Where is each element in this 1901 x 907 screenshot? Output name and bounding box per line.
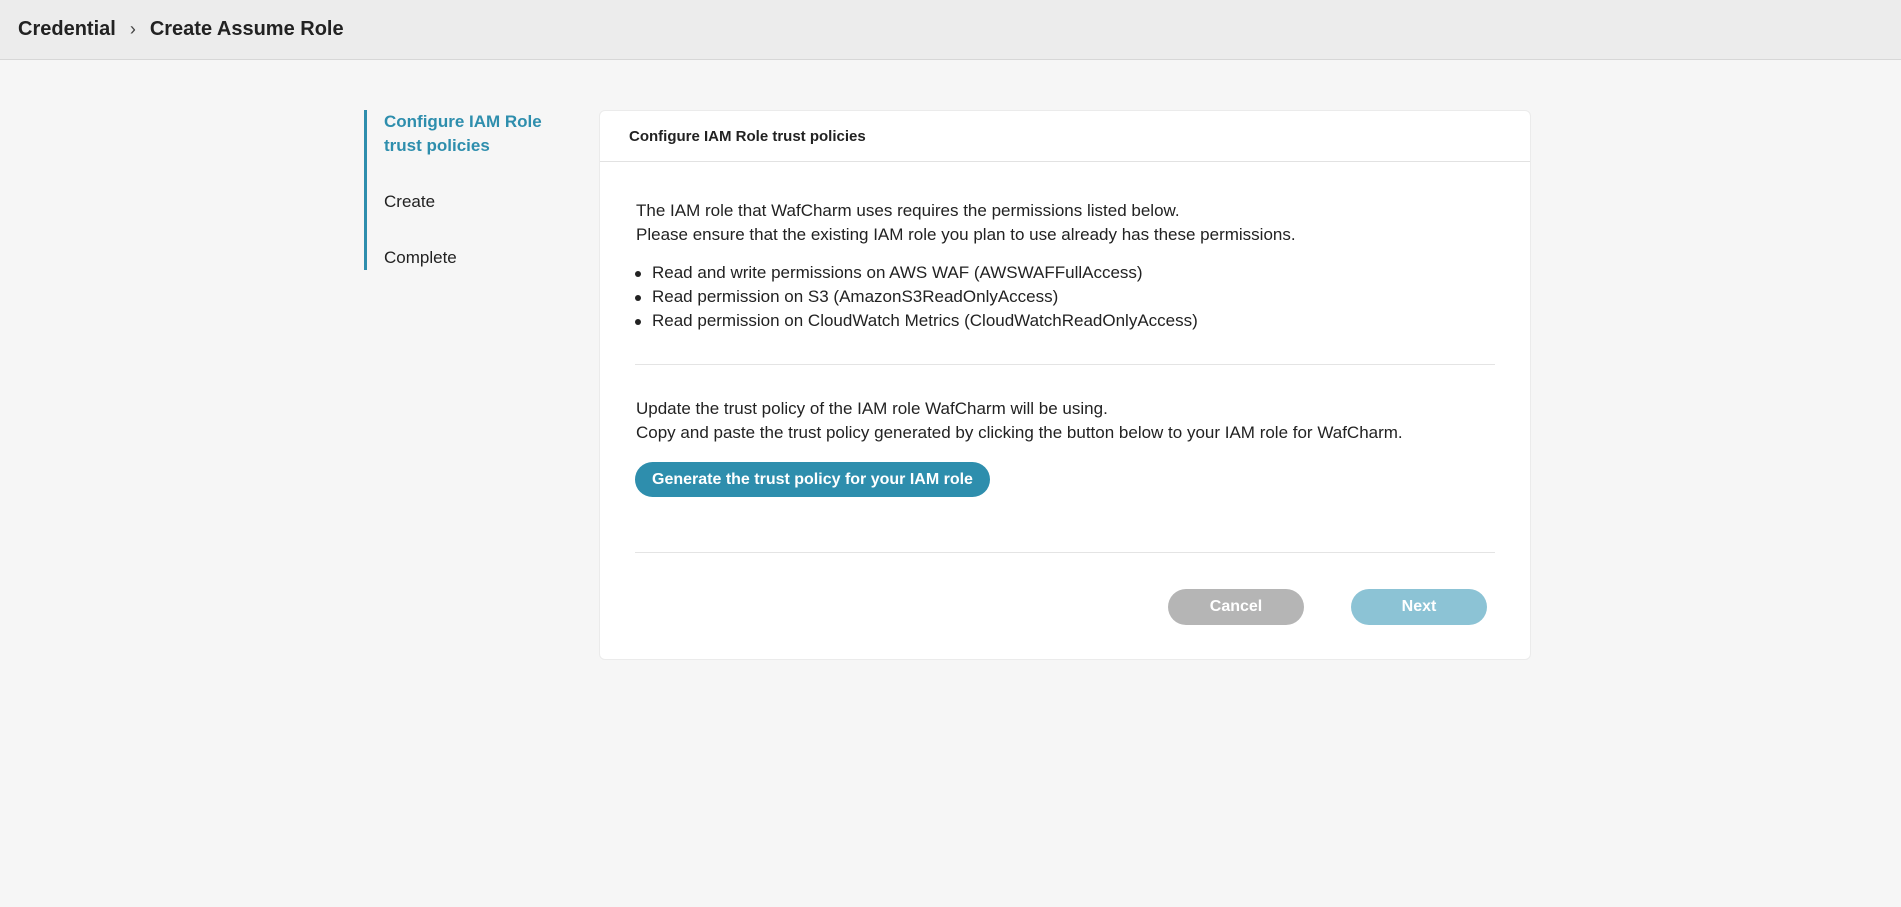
page-title: Create Assume Role (149, 18, 344, 40)
bullet-icon (635, 271, 641, 277)
card-title: Configure IAM Role trust policies (600, 111, 1530, 162)
permissions-intro (636, 199, 1296, 247)
next-button[interactable]: Next (1351, 589, 1487, 625)
intro-line-1: The IAM role that WafCharm uses requires the permissions listed below. (636, 201, 1180, 220)
chevron-right-icon: › (129, 19, 136, 39)
permission-text: Read permission on S3 (AmazonS3ReadOnlyAccess) (652, 287, 1059, 306)
trust-line-1: Update the trust policy of the IAM role WafCharm will be using. (636, 399, 1108, 418)
configure-card (599, 110, 1531, 660)
permissions-list (652, 261, 1198, 333)
step-configure-trust-policies: Configure IAM Role trust policies (384, 112, 542, 155)
intro-line-2: Please ensure that the existing IAM role you plan to use already has these permissions. (636, 225, 1296, 244)
trust-line-2: Copy and paste the trust policy generated by clicking the button below to your IAM role for WafCharm. (636, 423, 1403, 442)
permission-text: Read and write permissions on AWS WAF (AWSWAFFullAccess) (652, 263, 1143, 282)
divider (635, 364, 1495, 365)
generate-trust-policy-button[interactable]: Generate the trust policy for your IAM role (635, 462, 990, 497)
list-item (652, 285, 1198, 309)
divider (635, 552, 1495, 553)
cancel-button[interactable]: Cancel (1168, 589, 1304, 625)
permission-text: Read permission on CloudWatch Metrics (CloudWatchReadOnlyAccess) (652, 311, 1198, 330)
breadcrumb (0, 0, 1901, 60)
breadcrumb-credential[interactable]: Credential (18, 18, 116, 40)
step-create: Create (384, 192, 436, 211)
list-item (652, 261, 1198, 285)
bullet-icon (635, 319, 641, 325)
step-navigation (364, 110, 574, 270)
trust-policy-description (636, 397, 1403, 445)
list-item (652, 309, 1198, 333)
step-complete: Complete (384, 248, 457, 267)
bullet-icon (635, 295, 641, 301)
